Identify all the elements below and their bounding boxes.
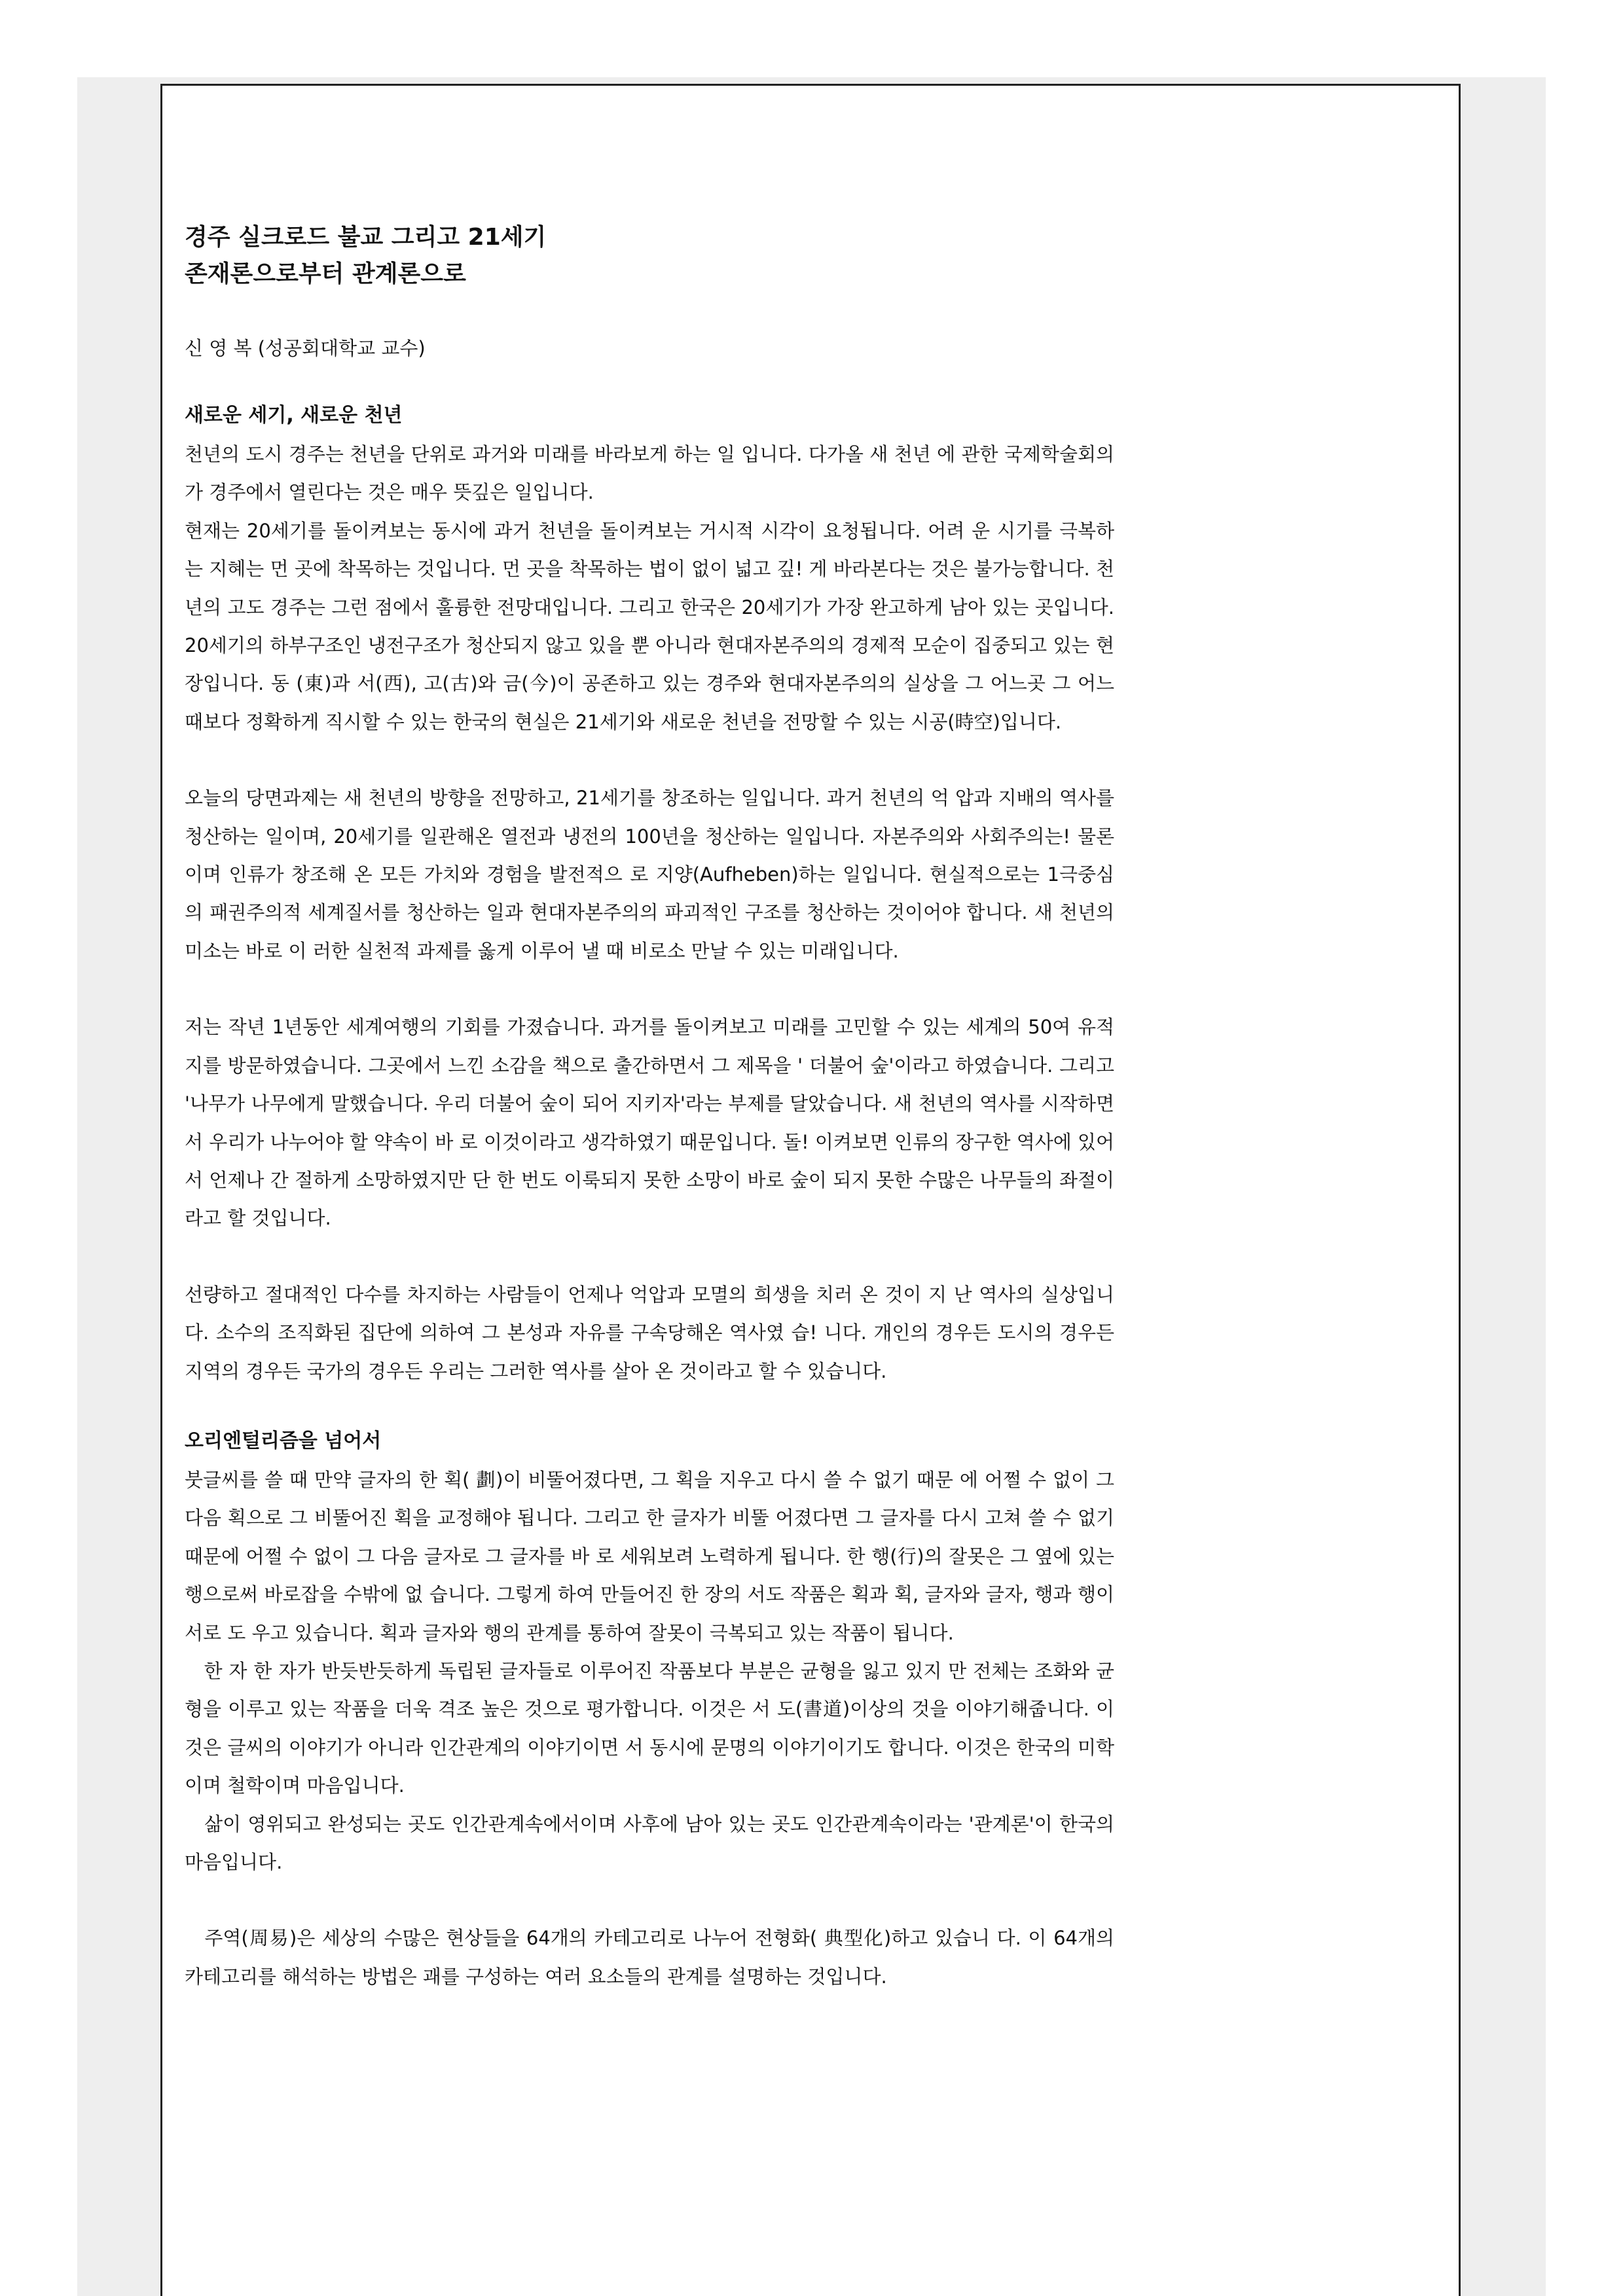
section-1: [185, 399, 1114, 1390]
section-2: [185, 1424, 1114, 1996]
section-heading: 새로운 세기, 새로운 천년: [185, 404, 403, 427]
title-line-2: 존재론으로부터 관계론으로: [185, 260, 466, 287]
paragraph: 오늘의 당면과제는 새 천년의 방향을 전망하고, 21세기를 창조하는 일입니다. 과거 천년의 억 압과 지배의 역사를 청산하는 일이며, 20세기를 일관해온 열전과 냉전의 100년을 청산하는 일입니다. 자본주의와 사회주의는! 물론이며 인류가 창조해 온 모든 가치와 경험을 발전적으 로 지양(Aufheben)하는 일입니다. 현실적으로는 1극중심의 패권주의적 세계질서를 청산하는 일과 현대자본주의의 파괴적인 구조를 청산하는 것이어야 합니다. 새 천년의 미소는 바로 이 러한 실천적 과제를 옳게 이루어 낼 때 비로소 만날 수 있는 미래입니다.: [185, 787, 1114, 962]
paragraph: 붓글씨를 쓸 때 만약 글자의 한 획( 劃)이 비뚤어졌다면, 그 획을 지우고 다시 쓸 수 없기 때문 에 어쩔 수 없이 그 다음 획으로 그 비뚤어진 획을 교정해야 됩니다. 그리고 한 글자가 비뚤 어졌다면 그 글자를 다시 고쳐 쓸 수 없기 때문에 어쩔 수 없이 그 다음 글자로 그 글자를 바 로 세워보려 노력하게 됩니다. 한 행(行)의 잘못은 그 옆에 있는 행으로써 바로잡을 수밖에 없 습니다. 그렇게 하여 만들어진 한 장의 서도 작품은 획과 획, 글자와 글자, 행과 행이 서로 도 우고 있습니다. 획과 글자와 행의 관계를 통하여 잘못이 극복되고 있는 작품이 됩니다.: [185, 1468, 1114, 1644]
title-line-1: 경주 실크로드 불교 그리고 21세기: [185, 224, 547, 251]
paragraph: 저는 작년 1년동안 세계여행의 기회를 가졌습니다. 과거를 돌이켜보고 미래를 고민할 수 있는 세계의 50여 유적지를 방문하였습니다. 그곳에서 느낀 소감을 책으로 출간하면서 그 제목을 ' 더불어 숲'이라고 하였습니다. 그리고 '나무가 나무에게 말했습니다. 우리 더불어 숲이 되어 지키자'라는 부제를 달았습니다. 새 천년의 역사를 시작하면서 우리가 나누어야 할 약속이 바 로 이것이라고 생각하였기 때문입니다. 돌! 이켜보면 인류의 장구한 역사에 있어서 언제나 간 절하게 소망하였지만 단 한 번도 이룩되지 못한 소망이 바로 숲이 되지 못한 수많은 나무들의 좌절이라고 할 것입니다.: [185, 1016, 1114, 1230]
paragraph: 삶이 영위되고 완성되는 곳도 인간관계속에서이며 사후에 남아 있는 곳도 인간관계속이라는 '관계론'이 한국의 마음입니다.: [185, 1812, 1114, 1873]
paragraph: 선량하고 절대적인 다수를 차지하는 사람들이 언제나 억압과 모멸의 희생을 치러 온 것이 지 난 역사의 실상입니다. 소수의 조직화된 집단에 의하여 그 본성과 자유를 구속당해온 역사였 습! 니다. 개인의 경우든 도시의 경우든 지역의 경우든 국가의 경우든 우리는 그러한 역사를 살아 온 것이라고 할 수 있습니다.: [185, 1283, 1114, 1382]
paragraph: 천년의 도시 경주는 천년을 단위로 과거와 미래를 바라보게 하는 일 입니다. 다가올 새 천년 에 관한 국제학술회의가 경주에서 열린다는 것은 매우 뜻깊은 일입니다.: [185, 443, 1114, 504]
section-heading: 오리엔털리즘을 넘어서: [185, 1429, 382, 1452]
paragraph: 현재는 20세기를 돌이켜보는 동시에 과거 천년을 돌이켜보는 거시적 시각이 요청됩니다. 어려 운 시기를 극복하는 지혜는 먼 곳에 착목하는 것입니다. 먼 곳을 착목하는 법이 없이 넓고 깊! 게 바라본다는 것은 불가능합니다. 천년의 고도 경주는 그런 점에서 훌륭한 전망대입니다. 그리고 한국은 20세기가 가장 완고하게 남아 있는 곳입니다. 20세기의 하부구조인 냉전구조가 청산되지 않고 있을 뿐 아니라 현대자본주의의 경제적 모순이 집중되고 있는 현장입니다. 동 (東)과 서(西), 고(古)와 금(今)이 공존하고 있는 경주와 현대자본주의의 실상을 그 어느곳 그 어느 때보다 정확하게 직시할 수 있는 한국의 현실은 21세기와 새로운 천년을 전망할 수 있는 시공(時空)입니다.: [185, 519, 1114, 733]
paragraph: 주역(周易)은 세상의 수많은 현상들을 64개의 카테고리로 나누어 전형화( 典型化)하고 있습니 다. 이 64개의 카테고리를 해석하는 방법은 괘를 구성하는 여러 요소들의 관계를 설명하는 것입니다.: [185, 1927, 1114, 1988]
author-line: 신 영 복 (성공회대학교 교수): [185, 337, 426, 359]
paragraph: 한 자 한 자가 반듯반듯하게 독립된 글자들로 이루어진 작품보다 부분은 균형을 잃고 있지 만 전체는 조화와 균형을 이루고 있는 작품을 더욱 격조 높은 것으로 평가합니다. 이것은 서 도(書道)이상의 것을 이야기해줍니다. 이것은 글씨의 이야기가 아니라 인간관계의 이야기이면 서 동시에 문명의 이야기이기도 합니다. 이것은 한국의 미학이며 철학이며 마음입니다.: [185, 1659, 1114, 1797]
document-content: [185, 219, 1114, 1996]
